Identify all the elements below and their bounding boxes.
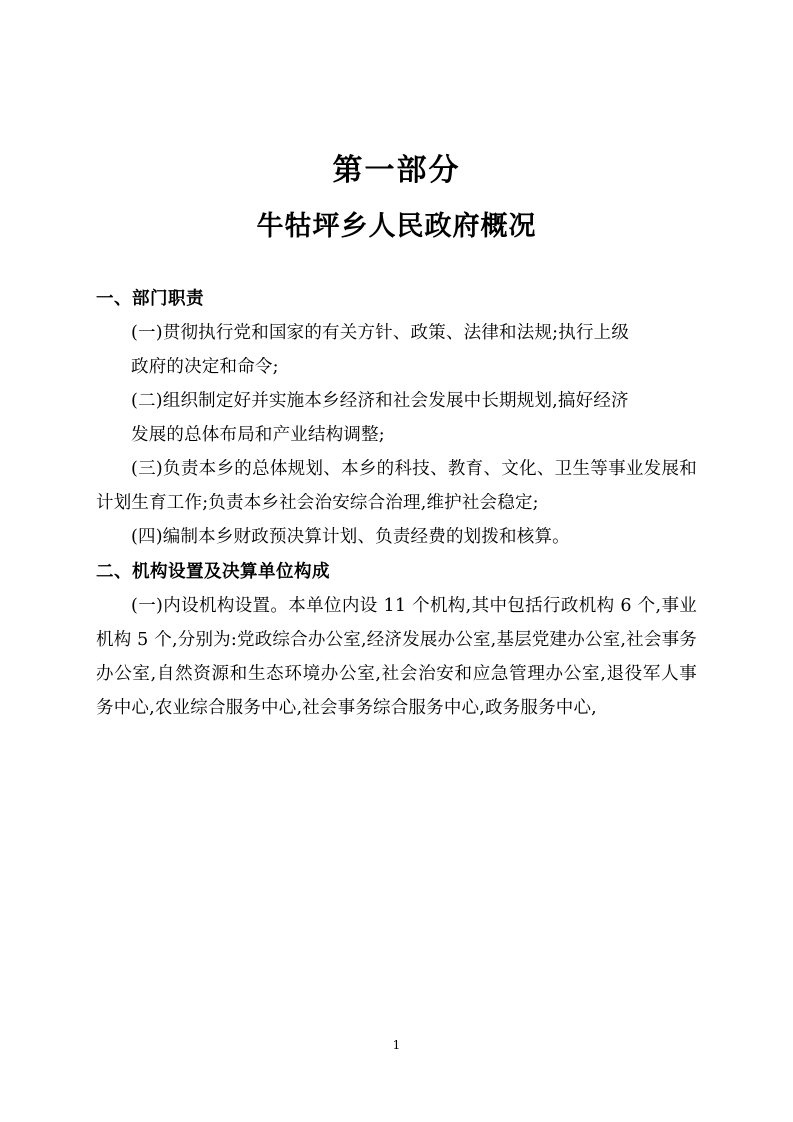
page-title-main: 牛牯坪乡人民政府概况: [256, 211, 537, 242]
paragraph-duty-3: (三)负责本乡的总体规划、本乡的科技、教育、文化、卫生等事业发展和计划生育工作;负责本乡社会治安综合治理,维护社会稳定;: [96, 459, 697, 514]
paragraph-duty-1-cont: 政府的决定和命令;: [131, 356, 279, 377]
page-number: 1: [392, 1038, 401, 1052]
paragraph-duty-2-cont: 发展的总体布局和产业结构调整;: [131, 425, 385, 445]
page-title-part: 第一部分: [332, 153, 461, 188]
paragraph-organization-1: (一)内设机构设置。本单位内设 11 个机构,其中包括行政机构 6 个,事业机构 5 个,分别为:党政综合办公室,经济发展办公室,基层党建办公室,社会事务办公室,自然资源和生态环境办公室,社会治安和应急管理办公室,退役军人事务中心,农业综合服务中心,社会事务综合服务中心,政务服务中心,: [96, 595, 697, 718]
section-heading-organization: 二、机构设置及决算单位构成: [96, 561, 330, 582]
paragraph-duty-4: (四)编制本乡财政预决算计划、负责经费的划拨和核算。: [131, 527, 570, 548]
document-content: [96, 148, 697, 725]
paragraph-duty-2: (二)组织制定好并实施本乡经济和社会发展中长期规划,搞好经济: [131, 390, 629, 411]
paragraph-duty-1: (一)贯彻执行党和国家的有关方针、政策、法律和法规;执行上级: [131, 322, 630, 343]
section-heading-duties: 一、部门职责: [96, 288, 204, 309]
